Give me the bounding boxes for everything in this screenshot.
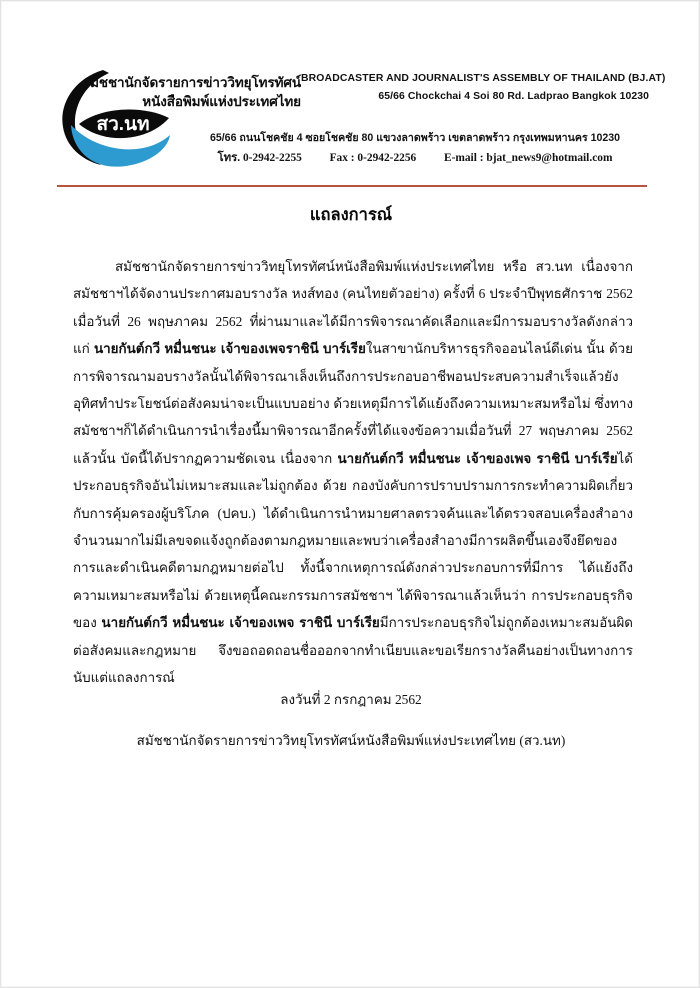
org-name-thai-line2: หนังสือพิมพ์แห่งประเทศไทย: [142, 94, 301, 109]
statement-body: [73, 253, 633, 692]
header-divider: [57, 185, 647, 187]
address-thai: 65/66 ถนนโชคชัย 4 ซอยโชคชัย 80 แขวงลาดพร้าว เขตลาดพร้าว กรุงเทพมหานคร 10230: [209, 132, 621, 144]
subject-name-3: นายกันต์กวี หมื่นชนะ เจ้าของเพจ ราชินี บาร์เรีย: [101, 615, 380, 631]
signature-organization: สมัชชานักจัดรายการข่าววิทยุโทรทัศน์หนังสือพิมพ์แห่งประเทศไทย (สว.นท): [136, 733, 566, 748]
org-name-thai-line1: สมัชชานักจัดรายการข่าววิทยุโทรทัศน์: [81, 75, 301, 90]
logo-abbreviation-text: สว.นท: [96, 114, 150, 135]
subject-name-2: นายกันต์กวี หมื่นชนะ เจ้าของเพจ ราชินี บาร์เรีย: [337, 450, 618, 466]
document-title: แถลงการณ์: [309, 205, 393, 224]
body-segment-3: ได้ประกอบธุรกิจอันไม่เหมาะสมและไม่ถูกต้อง ด้วย กองบังคับการปราบปรามการกระทำความผิดเกี่ยวกับการคุ้มครองผู้บริโภค (ปคบ.) ได้ดำเนินการนำหมายศาลตรวจค้นและได้ตรวจสอบเครื่องสำอางจำนวนมากไม่มีเลขจดแจ้งถูกต้องตามกฎหมายและพบว่าเครื่องสำอางมีการผลิตขึ้นเองจึงยึดของการและดำเนินคดีตามกฎหมายต่อไป ทั้งนี้จากเหตุการณ์ดังกล่าวประกอบการที่มีการ ได้แย้งถึงความเหมาะสมหรือไม่ ด้วยเหตุนี้คณะกรรมการสมัชชาฯ ได้พิจารณาแล้วเห็นว่า การประกอบธุรกิจของ: [73, 450, 633, 631]
email-address: E-mail : bjat_news9@hotmail.com: [443, 152, 613, 164]
org-name-thai: [61, 73, 301, 111]
body-segment-4: มีการประกอบธุรกิจไม่ถูกต้องเหมาะสมอันผิดต่อสังคมและกฎหมาย จึงขอถอดถอนชื่อออกจากทำเนียบและขอเรียกรางวัลคืนอย่างเป็นทางการ นับแต่แถลงการณ์: [73, 615, 633, 686]
org-name-english: BROADCASTER AND JOURNALIST'S ASSEMBLY OF THAILAND (BJ.AT): [301, 73, 666, 84]
org-name-english-block: [301, 73, 666, 102]
letterhead: [1, 63, 700, 181]
body-segment-1: สมัชชานักจัดรายการข่าววิทยุโทรทัศน์หนังสือพิมพ์แห่งประเทศไทย หรือ สว.นท เนื่องจากสมัชชาฯได้จัดงานประกาศมอบรางวัล หงส์ทอง (คนไทยตัวอย่าง) ครั้งที่ 6 ประจำปีพุทธศักราช 2562 เมื่อวันที่ 26 พฤษภาคม 2562 ที่ผ่านมาและได้มีการพิจารณาคัดเลือกและมีการมอบรางวัลดังกล่าว แก่: [73, 259, 633, 357]
signature-date: ลงวันที่ 2 กรกฎาคม 2562: [280, 692, 422, 707]
subject-name-1: นายกันต์กวี หมื่นชนะ เจ้าของเพจราชินี บาร์เรีย: [94, 341, 366, 357]
address-english: 65/66 Chockchai 4 Soi 80 Rd. Ladprao Bangkok 10230: [378, 91, 649, 102]
fax-number: Fax : 0-2942-2256: [329, 152, 417, 164]
phone-number: โทร. 0-2942-2255: [217, 152, 302, 164]
body-segment-2: ในสาขานักบริหารธุรกิจออนไลน์ดีเด่น นั้น ด้วยการพิจารณามอบรางวัลนั้นได้พิจารณาเล็งเห็นถึงการประกอบอาชีพอนประสบความสำเร็จแล้วยังอุทิศทำประโยชน์ต่อสังคมน่าจะเป็นแบบอย่าง ด้วยเหตุมีการได้แย้งถึงความเหมาะสมหรือไม่ ซึ่งทางสมัชชาฯก็ได้ดำเนินการนำเรื่องนี้มาพิจารณาอีกครั้งที่ได้แจงข้อความเมื่อวันที่ 27 พฤษภาคม 2562 แล้วนั้น บัดนี้ได้ปรากฏความชัดเจน เนื่องจาก: [73, 341, 634, 466]
contact-row: [181, 149, 649, 167]
